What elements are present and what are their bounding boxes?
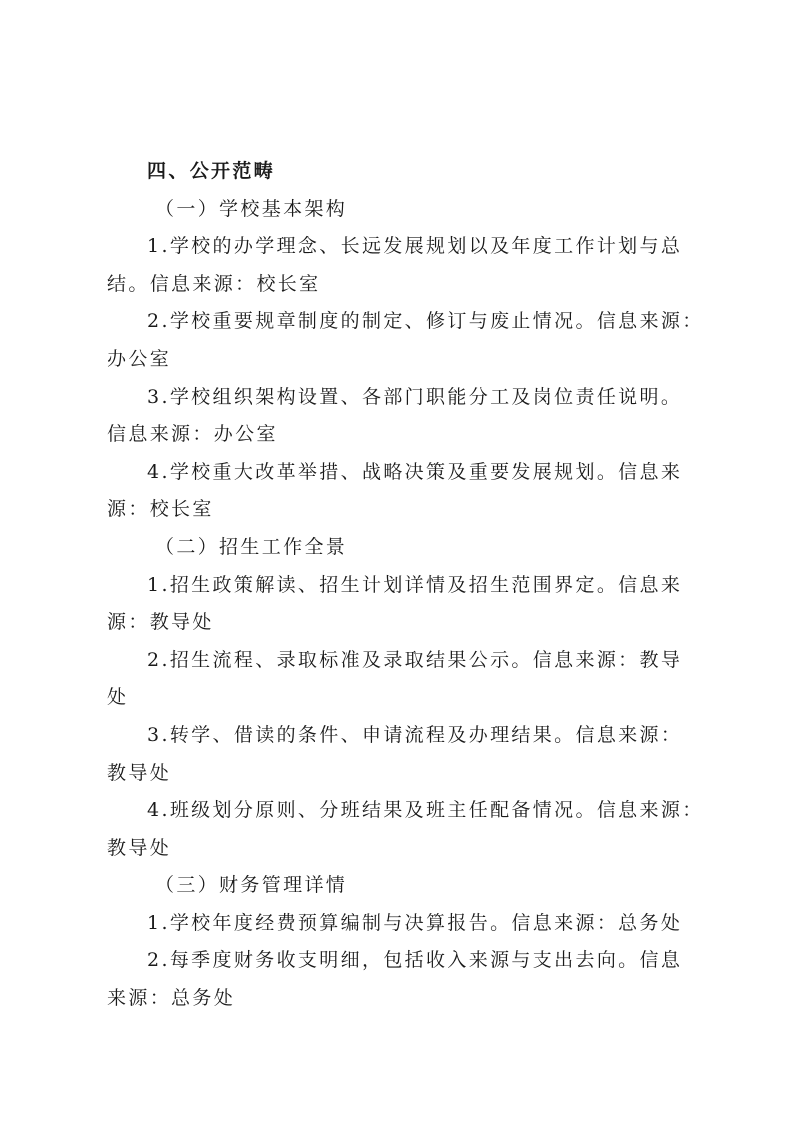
list-item bbox=[107, 942, 687, 1017]
section-title: 四、公开范畴 bbox=[147, 160, 276, 182]
list-item bbox=[107, 303, 704, 378]
item-line: 4.班级划分原则、分班结果及班主任配备情况。信息来源： bbox=[147, 799, 704, 822]
item-line: 源：校长室 bbox=[107, 498, 214, 521]
subsection-heading: （一）学校基本架构 bbox=[155, 197, 348, 220]
item-line: 信息来源：办公室 bbox=[107, 423, 278, 446]
item-line: 办公室 bbox=[107, 347, 172, 370]
subsection-heading: （三）财务管理详情 bbox=[155, 874, 348, 897]
list-item bbox=[107, 642, 687, 717]
item-line: 处 bbox=[107, 686, 129, 709]
list-item bbox=[107, 379, 687, 454]
list-item bbox=[107, 792, 704, 867]
item-line: 教导处 bbox=[107, 761, 172, 784]
item-line: 2.招生流程、录取标准及录取结果公示。信息来源：教导 bbox=[147, 648, 683, 671]
item-line: 来源：总务处 bbox=[107, 987, 236, 1010]
subsection-heading: （二）招生工作全景 bbox=[155, 535, 348, 558]
item-line: 1.招生政策解读、招生计划详情及招生范围界定。信息来 bbox=[147, 573, 683, 596]
item-line: 3.学校组织架构设置、各部门职能分工及岗位责任说明。 bbox=[147, 385, 683, 408]
item-line: 教导处 bbox=[107, 836, 172, 859]
item-line: 源：教导处 bbox=[107, 611, 214, 634]
item-line: 结。信息来源：校长室 bbox=[107, 272, 321, 295]
item-line: 3.转学、借读的条件、申请流程及办理结果。信息来源： bbox=[147, 723, 683, 746]
list-item bbox=[107, 567, 687, 642]
list-item bbox=[107, 228, 687, 303]
list-item bbox=[107, 905, 687, 943]
item-line: 4.学校重大改革举措、战略决策及重要发展规划。信息来 bbox=[147, 460, 683, 483]
item-line: 2.每季度财务收支明细，包括收入来源与支出去向。信息 bbox=[147, 949, 683, 972]
document-body bbox=[107, 153, 704, 1018]
item-line: 1.学校年度经费预算编制与决算报告。信息来源：总务处 bbox=[147, 911, 683, 934]
list-item bbox=[107, 717, 687, 792]
item-line: 2.学校重要规章制度的制定、修订与废止情况。信息来源： bbox=[147, 310, 704, 333]
list-item bbox=[107, 454, 687, 529]
item-line: 1.学校的办学理念、长远发展规划以及年度工作计划与总 bbox=[147, 235, 683, 258]
